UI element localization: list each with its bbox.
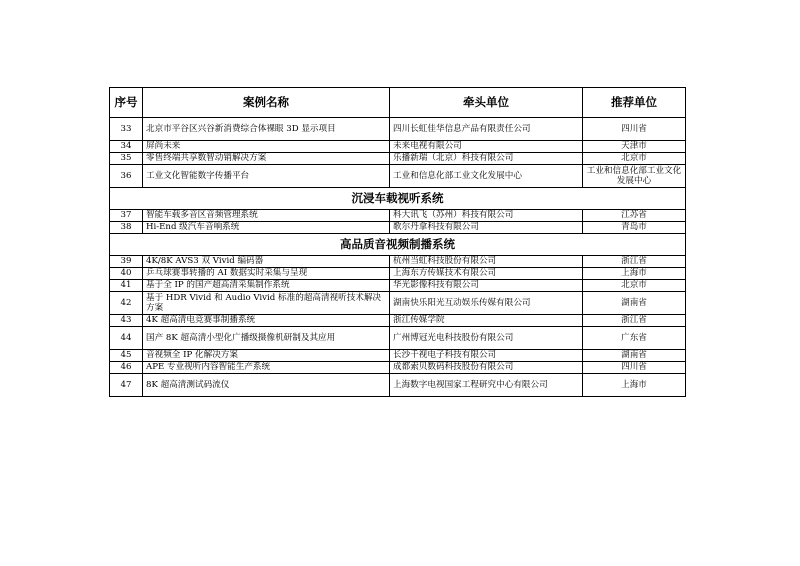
case-table [109, 87, 686, 397]
cell-number: 39 [110, 256, 143, 268]
cell-recommend-unit: 浙江省 [583, 315, 686, 327]
cell-case-name: 工业文化智能数字传播平台 [143, 165, 390, 188]
section-title: 高品质音视频制播系统 [110, 234, 686, 256]
cell-number: 35 [110, 153, 143, 165]
cell-number: 34 [110, 141, 143, 153]
cell-number: 42 [110, 292, 143, 315]
cell-recommend-unit: 天津市 [583, 141, 686, 153]
cell-lead-unit: 工业和信息化部工业文化发展中心 [390, 165, 583, 188]
cell-case-name: 基于全 IP 的国产超高清采集制作系统 [143, 280, 390, 292]
table-row [110, 222, 686, 234]
cell-lead-unit: 上海数字电视国家工程研究中心有限公司 [390, 374, 583, 397]
cell-case-name: 基于 HDR Vivid 和 Audio Vivid 标准的超高清视听技术解决方案 [143, 292, 390, 315]
cell-case-name: 4K/8K AVS3 双 Vivid 编码器 [143, 256, 390, 268]
cell-case-name: 智能车载多音区音频管理系统 [143, 210, 390, 222]
cell-lead-unit: 科大讯飞（苏州）科技有限公司 [390, 210, 583, 222]
cell-lead-unit: 湖南快乐阳光互动娱乐传媒有限公司 [390, 292, 583, 315]
cell-number: 44 [110, 327, 143, 350]
section-heading-row [110, 188, 686, 210]
cell-number: 41 [110, 280, 143, 292]
table-body [110, 118, 686, 397]
table-row [110, 292, 686, 315]
table-row [110, 268, 686, 280]
table-row [110, 362, 686, 374]
cell-lead-unit: 成都索贝数码科技股份有限公司 [390, 362, 583, 374]
cell-number: 40 [110, 268, 143, 280]
cell-recommend-unit: 四川省 [583, 362, 686, 374]
table-row [110, 141, 686, 153]
cell-recommend-unit: 湖南省 [583, 350, 686, 362]
table-row [110, 315, 686, 327]
cell-recommend-unit: 北京市 [583, 280, 686, 292]
cell-case-name: 国产 8K 超高清小型化广播级摄像机研制及其应用 [143, 327, 390, 350]
cell-recommend-unit: 浙江省 [583, 256, 686, 268]
cell-lead-unit: 歌尔丹拿科技有限公司 [390, 222, 583, 234]
cell-recommend-unit: 广东省 [583, 327, 686, 350]
cell-recommend-unit: 工业和信息化部工业文化发展中心 [583, 165, 686, 188]
cell-lead-unit: 长沙千视电子科技有限公司 [390, 350, 583, 362]
table-row [110, 153, 686, 165]
table-row [110, 350, 686, 362]
table-row [110, 165, 686, 188]
cell-lead-unit: 杭州当虹科技股份有限公司 [390, 256, 583, 268]
cell-number: 47 [110, 374, 143, 397]
table-row [110, 210, 686, 222]
cell-number: 43 [110, 315, 143, 327]
table-row [110, 118, 686, 141]
cell-recommend-unit: 江苏省 [583, 210, 686, 222]
cell-number: 38 [110, 222, 143, 234]
cell-lead-unit: 广州博冠光电科技股份有限公司 [390, 327, 583, 350]
cell-lead-unit: 乐播新瑞（北京）科技有限公司 [390, 153, 583, 165]
cell-number: 36 [110, 165, 143, 188]
cell-case-name: 8K 超高清测试码流仪 [143, 374, 390, 397]
header-no: 序号 [110, 88, 143, 118]
header-lead-unit: 牵头单位 [390, 88, 583, 118]
cell-case-name: 屏尚未来 [143, 141, 390, 153]
cell-lead-unit: 上海东方传媒技术有限公司 [390, 268, 583, 280]
table-header-row [110, 88, 686, 118]
cell-number: 46 [110, 362, 143, 374]
cell-recommend-unit: 青岛市 [583, 222, 686, 234]
cell-case-name: 乒乓球赛事转播的 AI 数据实时采集与呈现 [143, 268, 390, 280]
cell-recommend-unit: 上海市 [583, 268, 686, 280]
section-heading-row [110, 234, 686, 256]
table-row [110, 280, 686, 292]
cell-case-name: 北京市平谷区兴谷新消费综合体裸眼 3D 显示项目 [143, 118, 390, 141]
cell-case-name: 4K 超高清电竞赛事制播系统 [143, 315, 390, 327]
cell-case-name: 零售终端共享数智动销解决方案 [143, 153, 390, 165]
cell-recommend-unit: 四川省 [583, 118, 686, 141]
cell-case-name: Hi-End 级汽车音响系统 [143, 222, 390, 234]
cell-case-name: 音视频全 IP 化解决方案 [143, 350, 390, 362]
cell-recommend-unit: 湖南省 [583, 292, 686, 315]
table-row [110, 256, 686, 268]
cell-lead-unit: 未来电视有限公司 [390, 141, 583, 153]
cell-lead-unit: 华光影像科技有限公司 [390, 280, 583, 292]
cell-number: 45 [110, 350, 143, 362]
document-page [109, 87, 685, 397]
cell-lead-unit: 四川长虹佳华信息产品有限责任公司 [390, 118, 583, 141]
cell-recommend-unit: 北京市 [583, 153, 686, 165]
section-title: 沉浸车载视听系统 [110, 188, 686, 210]
cell-case-name: APE 专业视听内容智能生产系统 [143, 362, 390, 374]
cell-recommend-unit: 上海市 [583, 374, 686, 397]
table-row [110, 327, 686, 350]
table-row [110, 374, 686, 397]
header-case-name: 案例名称 [143, 88, 390, 118]
cell-number: 33 [110, 118, 143, 141]
cell-lead-unit: 浙江传媒学院 [390, 315, 583, 327]
header-recommend-unit: 推荐单位 [583, 88, 686, 118]
cell-number: 37 [110, 210, 143, 222]
